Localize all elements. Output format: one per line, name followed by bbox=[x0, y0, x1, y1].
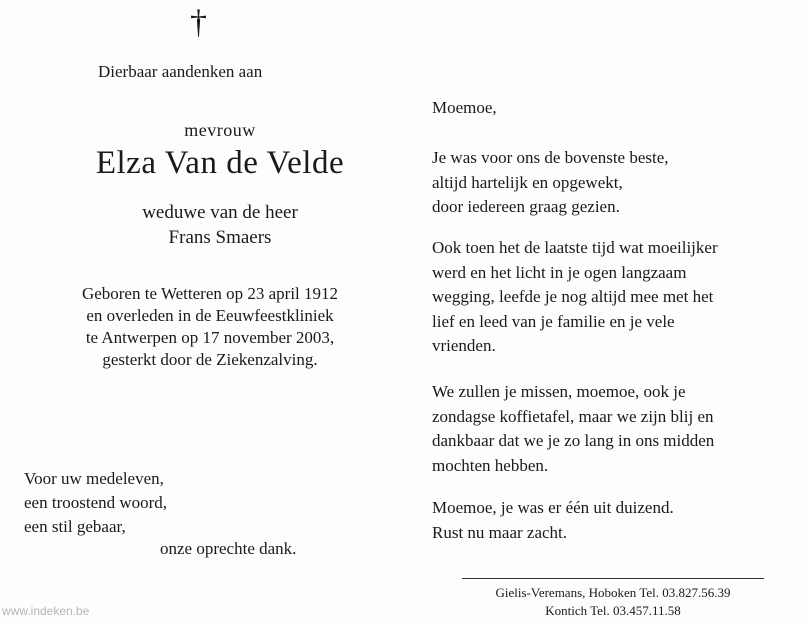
thanks-line: een stil gebaar, bbox=[24, 517, 126, 536]
poem-line: zondagse koffietafel, maar we zijn blij en bbox=[432, 406, 714, 426]
deceased-name: Elza Van de Velde bbox=[95, 145, 345, 181]
poem-paragraph bbox=[432, 236, 718, 359]
poem-line: dankbaar dat we je zo lang in ons midden bbox=[432, 431, 715, 450]
spouse-line: weduwe van de heer bbox=[142, 202, 298, 223]
poem-line: Rust nu maar zacht. bbox=[432, 522, 568, 542]
poem-line: Ook toen het de laatste tijd wat moeilijker bbox=[432, 238, 718, 257]
poem-line: lief en leed van je familie en je vele bbox=[432, 311, 675, 331]
printer-divider bbox=[462, 578, 764, 579]
printer-line: Gielis-Veremans, Hoboken Tel. 03.827.56.39 bbox=[495, 585, 731, 600]
spouse-block bbox=[60, 200, 380, 250]
poem-paragraph bbox=[432, 380, 714, 478]
intro-text: Dierbaar aandenken aan bbox=[98, 62, 263, 81]
printer-imprint bbox=[462, 584, 764, 620]
poem-paragraph bbox=[432, 96, 497, 121]
poem-line: door iedereen graag gezien. bbox=[432, 197, 620, 216]
poem-line: vrienden. bbox=[432, 336, 496, 355]
poem-line: altijd hartelijk en opgewekt, bbox=[432, 172, 623, 192]
thanks-line: een troostend woord, bbox=[24, 493, 168, 512]
poem-line: Je was voor ons de bovenste beste, bbox=[432, 148, 669, 167]
bio-block bbox=[30, 283, 390, 371]
poem-line: wegging, leefde je nog altijd mee met het bbox=[432, 287, 714, 306]
poem-line: mochten hebben. bbox=[432, 455, 549, 475]
thanks-line: Voor uw medeleven, bbox=[24, 469, 164, 488]
poem-paragraph bbox=[432, 496, 674, 545]
watermark: www.indeken.be bbox=[2, 604, 90, 618]
poem-line: We zullen je missen, moemoe, ook je bbox=[432, 382, 686, 401]
poem-line: Moemoe, je was er één uit duizend. bbox=[432, 498, 674, 517]
spouse-line: Frans Smaers bbox=[168, 227, 272, 248]
printer-line: Kontich Tel. 03.457.11.58 bbox=[545, 603, 681, 618]
thanks-block bbox=[24, 467, 167, 539]
poem-line: Moemoe, bbox=[432, 98, 497, 117]
cross-icon: † bbox=[190, 4, 207, 41]
thanks-closing: onze oprechte dank. bbox=[160, 539, 297, 558]
poem-line: werd en het licht in je ogen langzaam bbox=[432, 262, 687, 282]
bio-line: Geboren te Wetteren op 23 april 1912 bbox=[81, 284, 339, 303]
bio-line: gesterkt door de Ziekenzalving. bbox=[102, 350, 318, 369]
poem-paragraph bbox=[432, 146, 669, 220]
bio-line: en overleden in de Eeuwfeestkliniek bbox=[86, 306, 334, 325]
title-text: mevrouw bbox=[184, 120, 256, 140]
bio-line: te Antwerpen op 17 november 2003, bbox=[85, 328, 335, 347]
